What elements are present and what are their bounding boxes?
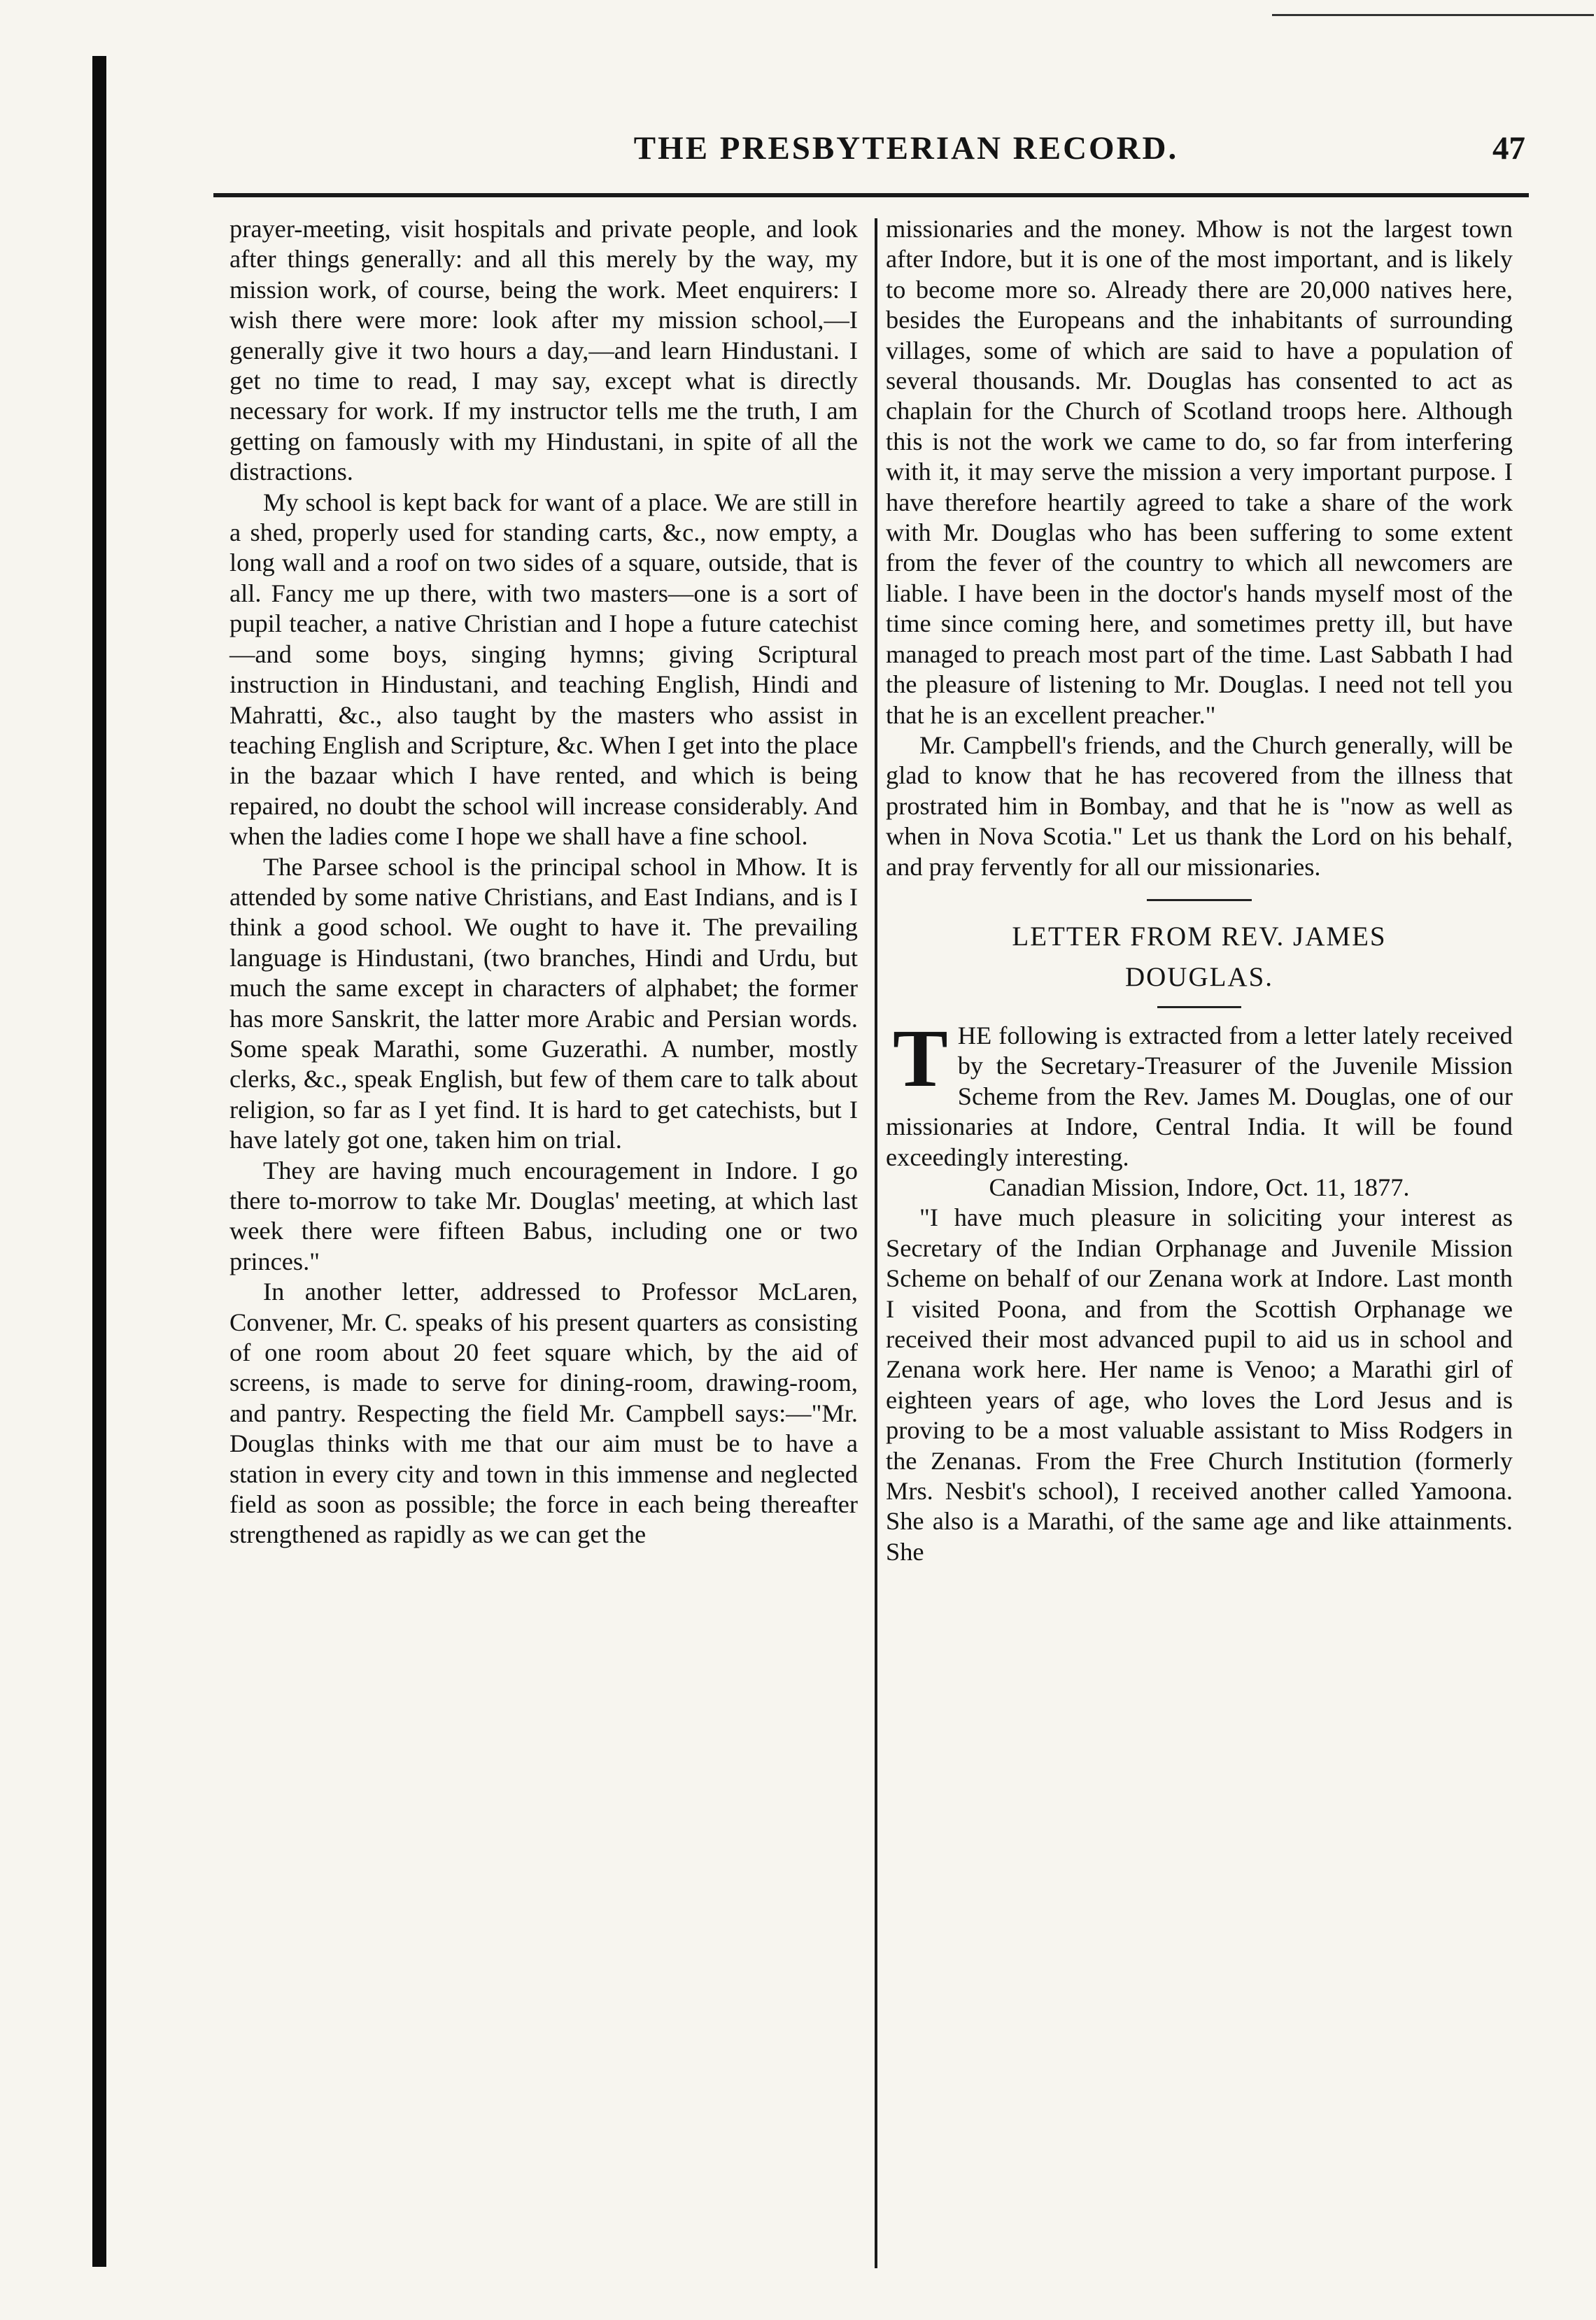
left-column — [229, 214, 858, 1550]
section-heading — [886, 917, 1513, 998]
paragraph: The Parsee school is the principal school in Mhow. It is attended by some native Christians, and East Indians, and is I think a good school. We ought to have it. The prevailing language is Hindustani, (two branches, Hindi and Urdu, but much the same except in characters of alphabet; the former has more Sanskrit, the latter more Arabic and Persian words. Some speak Marathi, some Guzerathi. A number, mostly clerks, &c., speak English, but few of them care to talk about religion, so far as I yet find. It is hard to get catechists, but I have lately got one, taken him on trial. — [229, 852, 858, 1154]
section-heading-line: LETTER FROM REV. JAMES — [1012, 921, 1387, 952]
paragraph: They are having much encouragement in Indore. I go there to-morrow to take Mr. Douglas' meeting, at which last week there were fifteen Babus, including one or two princes." — [229, 1156, 858, 1275]
column-divider — [875, 218, 877, 2268]
scan-edge-bar — [92, 56, 106, 2267]
drop-cap: T — [893, 1012, 948, 1104]
heading-separator — [1157, 1006, 1241, 1008]
opening-text: HE following is extracted from a letter lately received by the Secretary-Treasurer of the Juvenile Mission Scheme from the Rev. James M. Douglas, one of our missionaries at Indore, Central India. It will be found exceedingly interesting. — [886, 1021, 1513, 1171]
section-separator — [1147, 899, 1252, 901]
paragraph: "I have much pleasure in soliciting your interest as Secretary of the Indian Orphanage and Juvenile Mission Scheme on behalf of our Zenana work at Indore. Last month I visited Poona, and from the Scottish Orphanage we received their most advanced pupil to aid us in school and Zenana work here. Her name is Venoo; a Marathi girl of eighteen years of age, who loves the Lord Jesus and is proving to be a most valuable assistant to Miss Rodgers in the Zenanas. From the Free Church Institution (formerly Mrs. Nesbit's school), I received another called Yamoona. She also is a Marathi, of the same age and like attainments. She — [886, 1203, 1513, 1566]
paragraph: missionaries and the money. Mhow is not the largest town after Indore, but it is one of the most important, and is likely to become more so. Already there are 20,000 natives here, besides the Europeans and the inhabitants of surrounding villages, some of which are said to have a population of several thousands. Mr. Douglas has consented to act as chaplain for the Church of Scotland troops here. Although this is not the work we came to do, so far from interfering with it, it may serve the mission a very important purpose. I have therefore heartily agreed to take a share of the work with Mr. Douglas who has been suffering to some extent from the fever of the country to which all newcomers are liable. I have been in the doctor's hands myself most of the time since coming here, and sometimes pretty ill, but have managed to preach most part of the time. Last Sabbath I had the pleasure of listening to Mr. Douglas. I need not tell you that he is an excellent preacher." — [886, 215, 1513, 729]
running-title: THE PRESBYTERIAN RECORD. — [633, 130, 1179, 167]
page-header — [210, 129, 1532, 185]
dateline: Canadian Mission, Indore, Oct. 11, 1877. — [989, 1173, 1410, 1201]
page-number: 47 — [1492, 130, 1525, 167]
header-rule — [213, 193, 1529, 197]
paragraph: In another letter, addressed to Professor McLaren, Convener, Mr. C. speaks of his present quarters as consisting of one room about 20 feet square which, by the aid of screens, is made to serve for dining-room, drawing-room, and pantry. Respecting the field Mr. Campbell says:—"Mr. Douglas thinks with me that our aim must be to have a station in every city and town in this immense and neglected field as soon as possible; the force in each being thereafter strengthened as rapidly as we can get the — [229, 1278, 858, 1549]
paragraph: Mr. Campbell's friends, and the Church generally, will be glad to know that he has recovered from the illness that prostrated him in Bombay, and that he is "now as well as when in Nova Scotia." Let us thank the Lord on his behalf, and pray fervently for all our missionaries. — [886, 730, 1513, 881]
paragraph: My school is kept back for want of a place. We are still in a shed, properly used for standing carts, &c., now empty, a long wall and a roof on two sides of a square, outside, that is all. Fancy me up there, with two masters—one is a sort of pupil teacher, a native Christian and I hope a future catechist—and some boys, singing hymns; giving Scriptural instruction in Hindustani, and teaching English, Hindi and Mahratti, &c., also taught by the masters who assist in teaching English and Scripture, &c. When I get into the place in the bazaar which I have rented, and which is being repaired, no doubt the school will increase considerably. And when the ladies come I hope we shall have a fine school. — [229, 488, 858, 851]
paragraph: prayer-meeting, visit hospitals and private people, and look after things generally: and all this merely by the way, my mission work, of course, being the work. Meet enquirers: I wish there were more: look after my mission school,—I generally give it two hours a day,—and learn Hindustani. I get no time to read, I may say, except what is directly necessary for work. If my instructor tells me the truth, I am getting on famously with my Hindustani, in spite of all the distractions. — [229, 215, 858, 486]
section-heading-line: DOUGLAS. — [1124, 961, 1274, 992]
right-column — [886, 214, 1513, 1567]
opening-paragraph — [886, 1012, 1513, 1173]
scan-top-rule — [1272, 14, 1594, 16]
